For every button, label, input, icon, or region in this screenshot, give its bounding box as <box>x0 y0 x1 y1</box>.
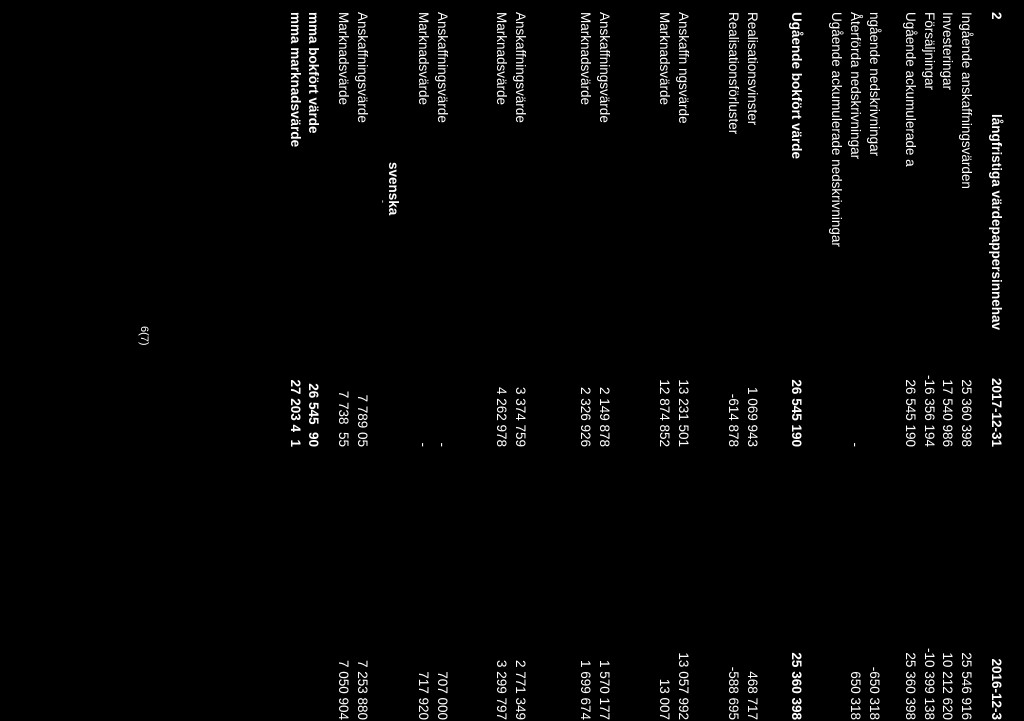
row-value-2017: 17 540 986 <box>940 379 955 447</box>
row-value-2017: 3 374 759 <box>513 386 528 447</box>
row-value-2017: 12 874 852 <box>657 379 672 447</box>
row-value-2017: 25 360 398 <box>959 379 974 447</box>
row-label: Återförda nedskrivningar <box>848 12 863 160</box>
row-label: Försäljningar <box>922 12 937 91</box>
row-value-2017: 26 545 190 <box>903 379 918 447</box>
page-number: 6(7) <box>138 326 150 346</box>
row-value-2017: 7 738 55 <box>336 390 351 447</box>
row-value-2017: 26 545 190 <box>789 379 804 447</box>
row-value-2017: - <box>848 442 863 447</box>
row-label-bold: Ugående bokfört värde <box>789 12 804 160</box>
row-value-2017: 2 326 926 <box>578 386 593 447</box>
row-value-2016: 10 212 620 <box>940 652 955 720</box>
row-label: Marknadsvärde <box>494 12 509 106</box>
row-value-2016: 1 570 177 <box>597 659 612 720</box>
row-label: Realisationsvinster <box>745 12 760 126</box>
row-value-2016: -650 318 <box>867 666 882 720</box>
row-value-2016: 468 717 <box>745 671 760 720</box>
total-label: mma bokfört värde <box>306 12 321 134</box>
row-value-2016: 650 318 <box>848 671 863 720</box>
row-value-2016: 2 771 349 <box>513 659 528 720</box>
row-label: Marknadsvärde <box>416 12 431 106</box>
row-value-2016: -588 695 <box>726 666 741 720</box>
row-label: Ugående ackumulerade nedskrivningar <box>829 12 844 247</box>
row-label: Ugående ackumulerade a <box>903 12 918 167</box>
row-label: Marknadsvärde <box>657 12 672 106</box>
total-label: mma marknadsvärde <box>288 12 303 148</box>
row-value-2017: -16 356 194 <box>922 374 937 447</box>
row-value-2016: 7 050 904 <box>336 659 351 720</box>
total-value-2017: 27 203 4 1 <box>288 379 303 447</box>
row-value-2016: -10 399 138 <box>922 647 937 720</box>
column-header-2016: 2016-12-3 <box>989 658 1004 720</box>
row-value-2017: 2 149 878 <box>597 386 612 447</box>
row-value-2017: - <box>416 442 431 447</box>
row-label: Ingående anskaffningsvärden <box>959 12 974 189</box>
row-label: Anskaffn ngsvärde <box>676 12 691 124</box>
row-label: Anskaffningsvärde <box>435 12 450 123</box>
row-value-2016: 25 360 398 <box>789 652 804 720</box>
note-title: långfristiga värdepappersinnehav <box>989 114 1004 331</box>
row-value-2016: 717 920 <box>416 671 431 720</box>
row-value-2016: 13 057 992 <box>676 652 691 720</box>
row-value-2016: 707 000 <box>435 671 450 720</box>
row-label: ngående nedskrivningar <box>867 12 882 157</box>
note-number: 2 <box>989 12 1004 20</box>
row-value-2017: - <box>435 442 450 447</box>
row-label: Realisationsförluster <box>726 12 741 135</box>
row-value-2016: 25 360 398 <box>903 652 918 720</box>
total-value-2017: 26 545 90 <box>306 383 321 447</box>
row-value-2017: -614 878 <box>726 393 741 447</box>
row-value-2017: 4 262 978 <box>494 386 509 447</box>
row-value-2016: 3 299 797 <box>494 659 509 720</box>
row-value-2017: 13 231 501 <box>676 379 691 447</box>
section-label: svenska <box>386 162 401 216</box>
column-header-2017: 2017-12-31 <box>989 377 1004 447</box>
row-label: Anskaffningsvärde <box>513 12 528 123</box>
row-label: Marknadsvärde <box>578 12 593 106</box>
stray-mark: - <box>378 200 388 203</box>
row-value-2016: 25 546 916 <box>959 652 974 720</box>
row-label: Investeringar <box>940 12 955 91</box>
row-value-2017: 1 069 943 <box>745 386 760 447</box>
row-value-2016: 7 253 880 <box>355 659 370 720</box>
row-value-2017: 7 789 05 <box>355 394 370 447</box>
row-label: Anskaffningsvärde <box>355 12 370 123</box>
row-value-2016: 13 007 <box>657 678 672 720</box>
row-label: Anskaffningsvärde <box>597 12 612 123</box>
row-label: Marknadsvärde <box>336 12 351 106</box>
row-value-2016: 1 699 674 <box>578 659 593 720</box>
